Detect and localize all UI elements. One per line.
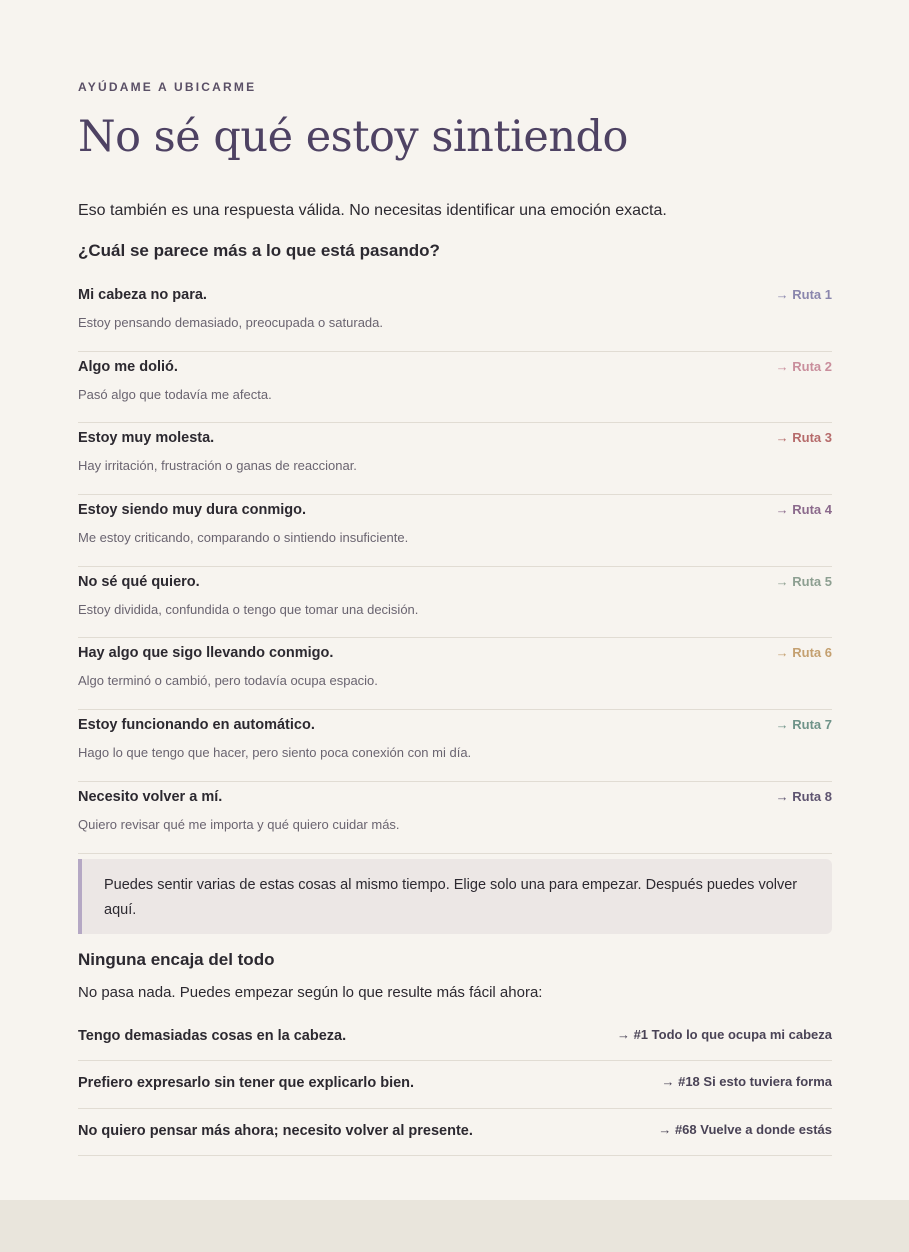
alternative-item[interactable] bbox=[78, 1109, 832, 1156]
route-link[interactable]: → Ruta 2 bbox=[775, 358, 832, 374]
route-description: Pasó algo que todavía me afecta. bbox=[78, 386, 272, 402]
page-footer bbox=[0, 1200, 909, 1252]
alternative-item[interactable] bbox=[78, 1061, 832, 1108]
route-description: Algo terminó o cambió, pero todavía ocupa espacio. bbox=[78, 673, 378, 689]
route-title: Algo me dolió. bbox=[78, 358, 178, 375]
route-link[interactable]: → Ruta 3 bbox=[775, 430, 832, 446]
route-description: Me estoy criticando, comparando o sintiendo insuficiente. bbox=[78, 530, 409, 546]
route-link[interactable]: → Ruta 1 bbox=[775, 287, 832, 302]
route-title: Estoy funcionando en automático. bbox=[78, 717, 315, 734]
alternative-link[interactable]: → #68 Vuelve a donde estás bbox=[658, 1121, 832, 1137]
intro-text: Eso también es una respuesta válida. No necesitas identificar una emoción exacta. bbox=[78, 202, 667, 219]
route-item[interactable] bbox=[78, 710, 832, 782]
route-link[interactable]: → Ruta 7 bbox=[775, 717, 832, 733]
route-title: Mi cabeza no para. bbox=[78, 287, 207, 303]
route-link[interactable]: → Ruta 6 bbox=[775, 645, 832, 661]
route-title: Hay algo que sigo llevando conmigo. bbox=[78, 645, 334, 662]
question-heading: ¿Cuál se parece más a lo que está pasando? bbox=[78, 241, 440, 260]
alternative-title: No quiero pensar más ahora; necesito volver al presente. bbox=[78, 1122, 473, 1139]
route-description: Estoy dividida, confundida o tengo que tomar una decisión. bbox=[78, 601, 419, 617]
none-heading: Ninguna encaja del todo bbox=[78, 950, 275, 969]
route-item[interactable] bbox=[78, 782, 832, 854]
alternative-list bbox=[78, 1014, 832, 1156]
route-link[interactable]: → Ruta 5 bbox=[775, 573, 832, 589]
route-title: No sé qué quiero. bbox=[78, 573, 200, 590]
alternative-link[interactable]: → #1 Todo lo que ocupa mi cabeza bbox=[616, 1027, 832, 1042]
route-item[interactable] bbox=[78, 423, 832, 495]
route-title: Estoy siendo muy dura conmigo. bbox=[78, 502, 307, 519]
route-item[interactable] bbox=[78, 567, 832, 639]
route-description: Hago lo que tengo que hacer, pero siento poca conexión con mi día. bbox=[78, 745, 472, 761]
route-list bbox=[78, 280, 832, 854]
alternative-title: Tengo demasiadas cosas en la cabeza. bbox=[78, 1028, 347, 1044]
eyebrow-label: AYÚDAME A UBICARME bbox=[78, 80, 257, 94]
route-description: Estoy pensando demasiado, preocupada o saturada. bbox=[78, 315, 383, 330]
route-item[interactable] bbox=[78, 495, 832, 567]
route-item[interactable] bbox=[78, 280, 832, 352]
route-title: Estoy muy molesta. bbox=[78, 430, 215, 447]
alternative-item[interactable] bbox=[78, 1014, 832, 1061]
info-note: Puedes sentir varias de estas cosas al mismo tiempo. Elige solo una para empezar. Después puedes volver aquí. bbox=[78, 859, 832, 934]
page-title: No sé qué estoy sintiendo bbox=[78, 112, 628, 162]
route-description: Quiero revisar qué me importa y qué quiero cuidar más. bbox=[78, 816, 400, 832]
route-description: Hay irritación, frustración o ganas de reaccionar. bbox=[78, 458, 357, 474]
alternative-title: Prefiero expresarlo sin tener que explicarlo bien. bbox=[78, 1075, 415, 1092]
route-title: Necesito volver a mí. bbox=[78, 788, 223, 805]
none-subtitle: No pasa nada. Puedes empezar según lo que resulte más fácil ahora: bbox=[78, 984, 543, 1001]
route-item[interactable] bbox=[78, 638, 832, 710]
route-item[interactable] bbox=[78, 352, 832, 424]
route-link[interactable]: → Ruta 4 bbox=[775, 502, 832, 518]
alternative-link[interactable]: → #18 Si esto tuviera forma bbox=[661, 1074, 832, 1090]
route-link[interactable]: → Ruta 8 bbox=[775, 788, 832, 804]
